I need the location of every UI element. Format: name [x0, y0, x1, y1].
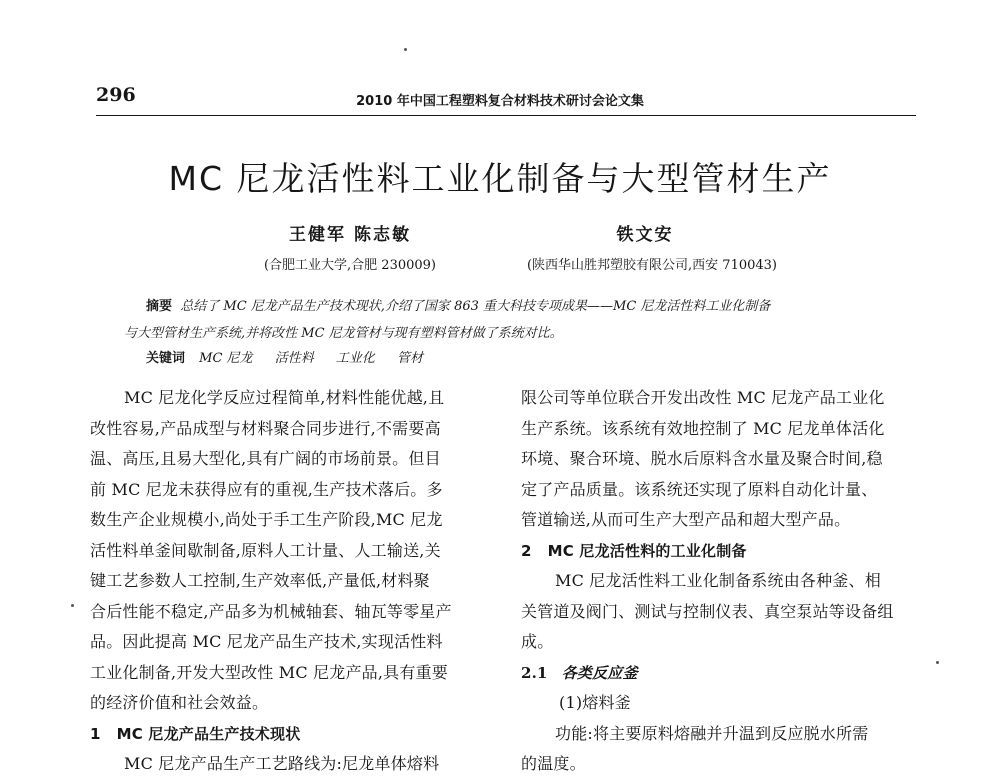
subsection-number: 2.1	[521, 663, 548, 682]
affiliation-left: (合肥工业大学,合肥 230009)	[263, 258, 437, 273]
scan-speck	[404, 48, 407, 51]
body-line: 关管道及阀门、测试与控制仪表、真空泵站等设备组	[521, 601, 894, 621]
authors-right: 铁文安	[616, 225, 674, 245]
section-title: MC 尼龙活性料的工业化制备	[547, 541, 747, 560]
body-line: MC 尼龙化学反应过程简单,材料性能优越,且	[124, 388, 445, 407]
body-line: 成。	[521, 632, 554, 651]
abstract-line: 与大型管材生产系统,并将改性 MC 尼龙管材与现有塑料管材做了系统对比。	[124, 326, 563, 341]
keyword: 工业化	[335, 351, 375, 366]
paper-title: MC 尼龙活性料工业化制备与大型管材生产	[168, 159, 832, 198]
body-line: 功能:将主要原料熔融并升温到反应脱水所需	[555, 723, 869, 743]
body-line: 活性料单釜间歇制备,原料人工计量、人工输送,关	[90, 540, 441, 560]
body-line: 限公司等单位联合开发出改性 MC 尼龙产品工业化	[521, 388, 885, 407]
section-heading-2	[521, 536, 917, 567]
keywords	[146, 347, 441, 366]
body-line: 键工艺参数人工控制,生产效率低,产量低,材料聚	[90, 571, 430, 590]
body-line: 品。因此提高 MC 尼龙产品生产技术,实现活性料	[90, 632, 443, 651]
keyword: MC 尼龙	[199, 351, 253, 366]
left-column	[90, 383, 486, 780]
body-line: 定了产品质量。该系统还实现了原料自动化计量、	[521, 479, 878, 499]
abstract-label: 摘要	[146, 299, 173, 314]
abstract	[124, 293, 910, 347]
keyword: 管材	[397, 351, 424, 366]
body-line: MC 尼龙产品生产工艺路线为:尼龙单体熔料	[124, 754, 440, 773]
keyword: 活性料	[274, 351, 314, 366]
body-line: 环境、聚合环境、脱水后原料含水量及聚合时间,稳	[521, 449, 883, 468]
subsection-title: 各类反应釜	[561, 663, 638, 682]
body-line: MC 尼龙活性料工业化制备系统由各种釜、相	[555, 571, 881, 590]
body-line: 的温度。	[521, 754, 586, 773]
body-line: 改性容易,产品成型与材料聚合同步进行,不需要高	[90, 418, 441, 438]
running-header: 2010 年中国工程塑料复合材料技术研讨会论文集	[356, 94, 644, 109]
header-rule	[96, 115, 916, 116]
page-number: 296	[96, 84, 136, 106]
affiliation-right: (陕西华山胜邦塑胶有限公司,西安 710043)	[526, 258, 778, 273]
scan-speck	[71, 604, 74, 607]
body-line: 前 MC 尼龙未获得应有的重视,生产技术落后。多	[90, 479, 443, 499]
subsection-heading	[521, 658, 917, 689]
body-line: 的经济价值和社会效益。	[90, 693, 269, 712]
section-title: MC 尼龙产品生产技术现状	[116, 724, 301, 743]
abstract-line	[124, 293, 910, 320]
section-heading-1	[90, 719, 486, 750]
body-line: 数生产企业规模小,尚处于手工生产阶段,MC 尼龙	[90, 510, 443, 529]
body-line: 生产系统。该系统有效地控制了 MC 尼龙单体活化	[521, 418, 885, 438]
body-line: 工业化制备,开发大型改性 MC 尼龙产品,具有重要	[90, 662, 448, 682]
section-number: 2	[521, 541, 532, 560]
scan-speck	[936, 661, 939, 664]
list-item: (1)熔料釜	[559, 693, 631, 712]
authors-left: 王健军 陈志敏	[289, 225, 411, 245]
keywords-label: 关键词	[146, 351, 186, 366]
right-column	[521, 383, 917, 780]
abstract-text: 总结了 MC 尼龙产品生产技术现状,介绍了国家 863 重大科技专项成果——MC 尼龙活性料工业化制备	[180, 299, 771, 314]
section-number: 1	[90, 724, 101, 743]
body-line: 温、高压,且易大型化,具有广阔的市场前景。但目	[90, 449, 441, 468]
body-line: 管道输送,从而可生产大型产品和超大型产品。	[521, 510, 851, 529]
body-line: 合后性能不稳定,产品多为机械轴套、轴瓦等零星产	[90, 601, 452, 621]
